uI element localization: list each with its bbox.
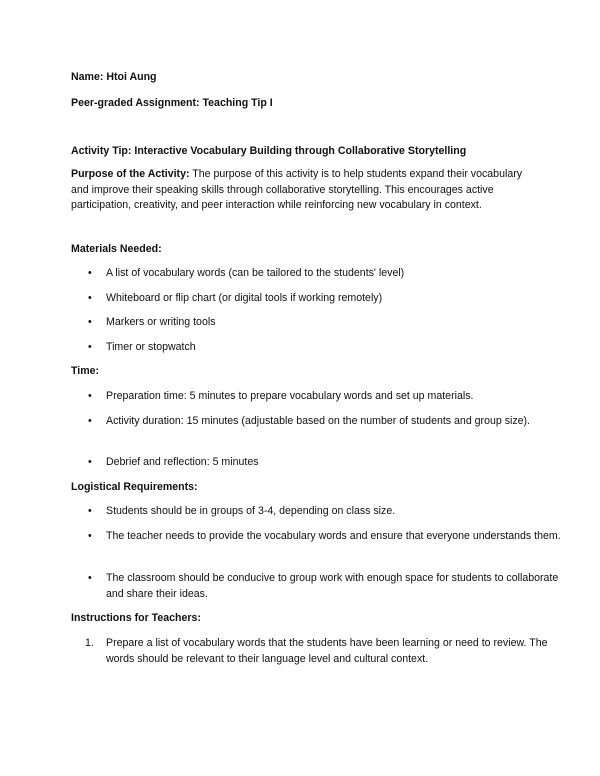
instructions-heading: Instructions for Teachers: [71,612,201,624]
list-item [71,636,566,667]
list-item: • Activity duration: 15 minutes (adjustable based on the number of students and group size). [71,414,566,430]
list-item: • Debrief and reflection: 5 minutes [71,455,566,471]
student-name: Name: Htoi Aung [71,71,157,83]
purpose-paragraph [71,167,531,214]
activity-title: Activity Tip: Interactive Vocabulary Building through Collaborative Storytelling [71,145,467,157]
list-item: • Students should be in groups of 3-4, depending on class size. [71,504,566,520]
assignment-title: Peer-graded Assignment: Teaching Tip I [71,97,273,109]
list-item: • Whiteboard or flip chart (or digital tools if working remotely) [71,291,566,307]
list-item-text: Prepare a list of vocabulary words that the students have been learning or need to review. The words should be relevant to their language level and cultural context. [106,637,548,665]
list-item: • The classroom should be conducive to group work with enough space for students to collaborate and share their ideas. [71,571,566,602]
time-heading: Time: [71,365,100,377]
list-item: • A list of vocabulary words (can be tailored to the students' level) [71,266,566,282]
list-item: • Preparation time: 5 minutes to prepare vocabulary words and set up materials. [71,389,566,405]
materials-heading: Materials Needed: [71,243,162,255]
logistics-heading: Logistical Requirements: [71,481,198,493]
purpose-label: Purpose of the Activity: [71,168,190,180]
list-item-number: 1. [85,637,94,649]
list-item: • Timer or stopwatch [71,340,566,356]
list-item: • Markers or writing tools [71,315,566,331]
list-item: • The teacher needs to provide the vocabulary words and ensure that everyone understands them. [71,529,566,545]
purpose-text: The purpose of this activity is to help students expand their vocabulary and improve their speaking skills through collaborative storytelling. This encourages active participation, creativity, and peer interaction while reinforcing new vocabulary in context. [71,168,523,211]
